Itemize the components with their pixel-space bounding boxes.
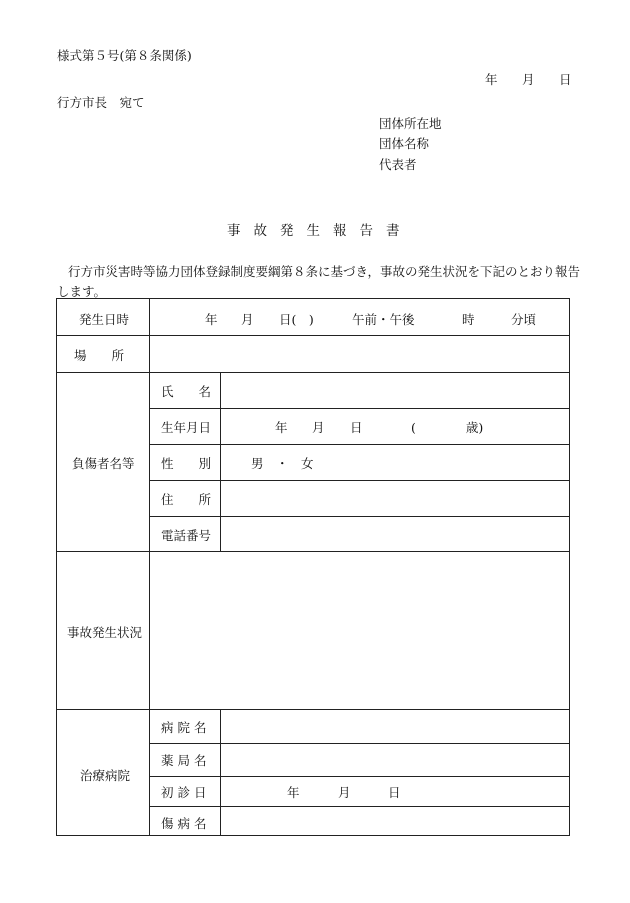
sub-row-divider	[149, 806, 569, 807]
row-divider	[57, 551, 569, 552]
phone-label: 電話番号	[161, 528, 212, 543]
place-label: 場 所	[74, 348, 125, 363]
report-date-month: 月	[522, 72, 535, 87]
report-date-year: 年	[485, 72, 498, 87]
sex-label: 性 別	[161, 456, 212, 471]
sex-value: 男 ・ 女	[251, 456, 314, 471]
column-divider	[149, 299, 150, 836]
row-divider	[57, 372, 569, 373]
document-title: 事故発生報告書	[227, 223, 413, 239]
report-date-day: 日	[559, 72, 572, 87]
sub-column-divider-treatment	[220, 709, 221, 836]
intro-line-1: 行方市災害時等協力団体登録制度要綱第８条に基づき，事故の発生状況を下記のとおり報告	[68, 264, 581, 279]
occurrence-label: 発生日時	[79, 312, 130, 327]
first-visit-month: 月	[338, 785, 351, 800]
address-label: 住 所	[161, 492, 212, 507]
sub-row-divider	[149, 480, 569, 481]
first-visit-label: 初 診 日	[161, 785, 207, 800]
sub-row-divider	[149, 444, 569, 445]
occurrence-hour: 時	[462, 312, 475, 327]
dob-month: 月	[312, 420, 325, 435]
treatment-label: 治療病院	[80, 768, 131, 783]
addressee: 行方市長 宛て	[57, 95, 145, 110]
dob-day: 日	[350, 420, 363, 435]
situation-label: 事故発生状況	[67, 625, 143, 640]
row-divider	[57, 335, 569, 336]
occurrence-minute: 分頃	[511, 312, 537, 327]
representative-label: 代表者	[379, 157, 417, 172]
age: ( 歳)	[411, 420, 484, 435]
injury-label: 傷 病 名	[161, 816, 207, 831]
pharmacy-label: 薬 局 名	[161, 753, 207, 768]
first-visit-day: 日	[388, 785, 401, 800]
org-name-label: 団体名称	[379, 136, 430, 151]
form-number: 様式第５号(第８条関係)	[57, 48, 192, 63]
occurrence-day: 日( )	[279, 312, 314, 327]
first-visit-year: 年	[287, 785, 300, 800]
org-address-label: 団体所在地	[379, 116, 442, 131]
dob-year: 年	[275, 420, 288, 435]
row-divider	[57, 709, 569, 710]
sub-row-divider	[149, 743, 569, 744]
dob-label: 生年月日	[161, 420, 212, 435]
sub-row-divider	[149, 776, 569, 777]
hospital-label: 病 院 名	[161, 720, 207, 735]
intro-line-2: します。	[57, 284, 107, 299]
name-label: 氏 名	[161, 384, 212, 399]
sub-column-divider-injured	[220, 372, 221, 552]
occurrence-ampm: 午前・午後	[352, 312, 415, 327]
occurrence-year: 年	[205, 312, 218, 327]
injured-label: 負傷者名等	[72, 456, 135, 471]
sub-row-divider	[149, 408, 569, 409]
sub-row-divider	[149, 516, 569, 517]
occurrence-month: 月	[241, 312, 254, 327]
report-table	[56, 298, 570, 836]
